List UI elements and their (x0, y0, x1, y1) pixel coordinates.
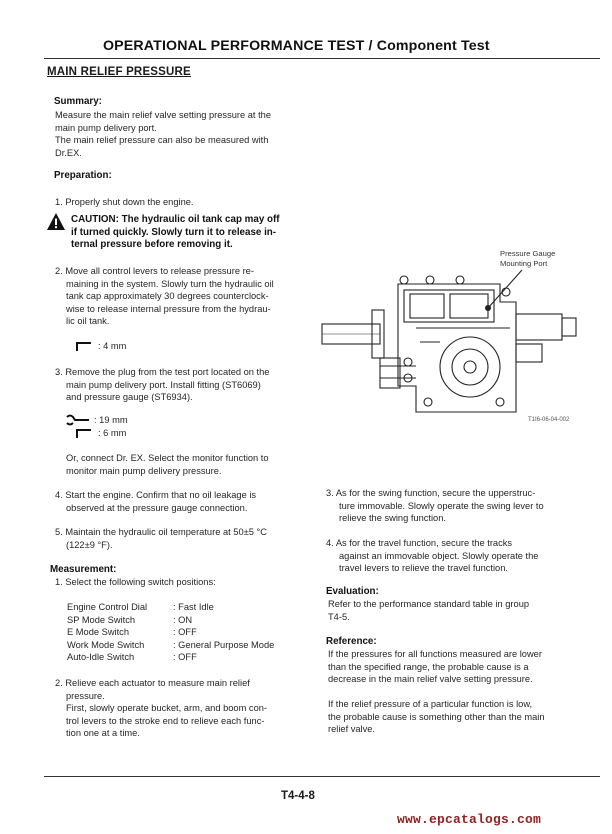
switch-name: Auto-Idle Switch (67, 652, 135, 663)
right-step-4 (326, 537, 572, 575)
meas-step-1: 1. Select the following switch positions: (55, 577, 216, 587)
summary-line: Dr.EX. (55, 147, 82, 158)
prep-step-4-line: observed at the pressure gauge connection. (66, 502, 248, 513)
prep-step-5-line: 5. Maintain the hydraulic oil temperature at 50±5 °C (55, 527, 267, 537)
tool-size: : 4 mm (98, 341, 127, 351)
caution-block (71, 214, 299, 252)
right-step-3-line: relieve the swing function. (339, 513, 446, 524)
warning-icon (46, 212, 66, 232)
drex-line: monitor main pump delivery pressure. (66, 465, 222, 476)
reference-line: If the relief pressure of a particular function is low, (328, 699, 533, 709)
prep-step-4-line: 4. Start the engine. Confirm that no oil leakage is (55, 490, 257, 500)
meas-step-2-line: pressure. (66, 690, 105, 701)
drex-line: Or, connect Dr. EX. Select the monitor function to (66, 453, 269, 463)
prep-step-4 (55, 489, 299, 514)
hex-wrench-icon (74, 427, 94, 439)
evaluation-heading: Evaluation: (326, 586, 379, 597)
right-step-3 (326, 487, 572, 525)
meas-step-2-line: trol levers to the stroke end to relieve each func- (66, 715, 265, 726)
prep-step-2-line: 2. Move all control levers to release pressure re- (55, 266, 254, 276)
reference-line: decrease in the main relief valve setting pressure. (328, 674, 533, 685)
caution-line-1 (71, 214, 299, 227)
header-rule (44, 58, 600, 59)
reference-heading: Reference: (326, 636, 377, 647)
switch-value: : OFF (173, 652, 197, 663)
switch-name: Engine Control Dial (67, 602, 148, 612)
right-step-4-line: against an immovable object. Slowly operate the (339, 550, 539, 561)
section-title: MAIN RELIEF PRESSURE (47, 66, 191, 78)
tool-size: : 6 mm (98, 428, 127, 438)
switch-name: E Mode Switch (67, 627, 130, 638)
switch-value: : Fast Idle (173, 602, 214, 612)
preparation-heading: Preparation: (54, 170, 112, 181)
prep-step-2-line: maining in the system. Slowly turn the hydraulic oil (66, 278, 274, 289)
right-step-3-line: ture immovable. Slowly operate the swing lever to (339, 500, 544, 511)
prep-step-3-line: 3. Remove the plug from the test port located on the (55, 367, 270, 377)
figure-label-line: Mounting Port (500, 258, 548, 268)
right-step-4-line: travel levers to relieve the travel function. (339, 563, 508, 574)
switch-value: : General Purpose Mode (173, 639, 275, 650)
prep-step-5-line: (122±9 °F). (66, 539, 113, 550)
reference-line: than the specified range, the probable cause is a (328, 661, 529, 672)
reference-para-1 (328, 648, 572, 686)
measurement-heading: Measurement: (50, 564, 117, 575)
figure-label-line: Pressure Gauge (500, 249, 556, 258)
summary-line: main pump delivery port. (55, 122, 157, 133)
summary-text (55, 109, 297, 159)
switch-value: : OFF (173, 627, 197, 638)
summary-line: The main relief pressure can also be measured with (55, 135, 269, 146)
tool-spanner-19mm (66, 414, 128, 426)
right-step-4-line: 4. As for the travel function, secure the tracks (326, 538, 513, 548)
meas-step-2-line: First, slowly operate bucket, arm, and boom con- (66, 703, 267, 714)
figure-code: T1I6-06-04-002 (528, 417, 570, 423)
prep-step-3-line: main pump delivery port. Install fitting (ST6069) (66, 379, 261, 390)
prep-step-5 (55, 526, 299, 551)
main-pump-illustration (320, 262, 580, 422)
reference-line: If the pressures for all functions measured are lower (328, 649, 542, 659)
prep-step-2-line: tank cap approximately 30 degrees counterclock- (66, 291, 269, 302)
summary-line: Measure the main relief valve setting pressure at the (55, 110, 272, 120)
prep-step-2-line: lic oil tank. (66, 316, 110, 327)
prep-step-2 (55, 265, 299, 328)
reference-line: the probable cause is something other than the main (328, 711, 545, 722)
watermark-brand[interactable]: www.epcatalogs.com (397, 812, 542, 827)
tool-size: : 19 mm (94, 415, 128, 425)
caution-line-2: if turned quickly. Slowly turn it to release in- (71, 226, 277, 238)
caution-line-3: ternal pressure before removing it. (71, 239, 233, 250)
reference-para-2 (328, 698, 572, 736)
switch-table (67, 601, 333, 664)
switch-name: SP Mode Switch (67, 614, 136, 625)
switch-value: : ON (173, 614, 193, 625)
caution-label: CAUTION: (71, 214, 119, 225)
spanner-icon (66, 414, 90, 426)
page-header-title: OPERATIONAL PERFORMANCE TEST / Component Test (103, 38, 490, 54)
tool-hex-4mm (74, 340, 126, 352)
evaluation-line: Refer to the performance standard table in group (328, 599, 530, 609)
evaluation-line: T4-5. (328, 611, 350, 622)
prep-step-2-line: wise to release internal pressure from the hydrau- (66, 303, 271, 314)
reference-line: relief valve. (328, 724, 376, 735)
prep-step-1: 1. Properly shut down the engine. (55, 197, 194, 207)
evaluation-text (328, 598, 572, 623)
hex-wrench-icon (74, 340, 94, 352)
prep-step-3-line: and pressure gauge (ST6934). (66, 392, 193, 403)
switch-name: Work Mode Switch (67, 639, 145, 650)
summary-heading: Summary: (54, 96, 102, 107)
drex-note (66, 452, 300, 477)
meas-step-2-line: 2. Relieve each actuator to measure main relief (55, 678, 250, 688)
caution-text: The hydraulic oil tank cap may off (121, 214, 280, 225)
prep-step-3 (55, 366, 299, 404)
tool-hex-6mm (74, 427, 126, 439)
right-step-3-line: 3. As for the swing function, secure the upperstruc- (326, 488, 536, 498)
meas-step-2-line: tion one at a time. (66, 728, 140, 739)
meas-step-2 (55, 677, 299, 740)
footer-rule (44, 776, 600, 777)
page-number: T4-4-8 (281, 790, 315, 802)
